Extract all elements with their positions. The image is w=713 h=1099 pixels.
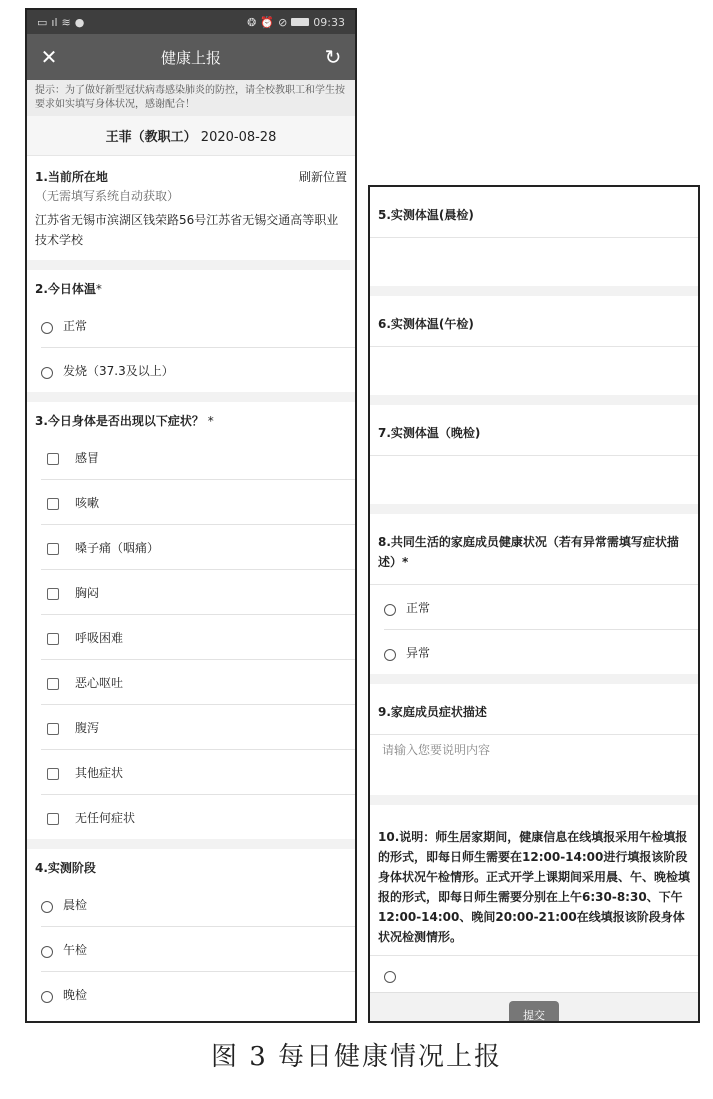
location-address: 江苏省无锡市滨湖区钱荣路56号江苏省无锡交通高等职业技术学校 <box>35 213 339 247</box>
radio-icon[interactable] <box>384 604 396 616</box>
option-label: 其他症状 <box>75 765 124 780</box>
checkbox-icon[interactable] <box>47 588 59 600</box>
user-line <box>27 116 355 156</box>
checkbox-icon[interactable] <box>47 543 59 555</box>
symptom-label: 3.今日身体是否出现以下症状？ <box>35 414 204 428</box>
phone-screen-right <box>368 185 700 1023</box>
wifi-icon: ≋ <box>61 15 71 29</box>
title-bar <box>27 34 355 80</box>
divider <box>370 674 698 684</box>
option-label: 正常 <box>63 318 88 333</box>
figure-caption: 图 3 每日健康情况上报 <box>210 1042 503 1072</box>
divider <box>27 839 355 849</box>
user-name: 王菲（教职工） <box>105 130 197 145</box>
option-label: 晚检 <box>63 987 88 1002</box>
close-icon[interactable]: ✕ <box>40 45 58 69</box>
nfc-icon: ❂ <box>247 15 257 29</box>
temperature-question <box>27 270 355 303</box>
option-label: 腹泻 <box>75 720 100 735</box>
temp-option-fever[interactable] <box>41 348 355 392</box>
alarm-icon: ⏰ <box>260 15 275 29</box>
temp-option-normal[interactable] <box>41 303 355 348</box>
radio-icon[interactable] <box>41 367 53 379</box>
symptom-option[interactable] <box>41 750 355 795</box>
option-label: 嗓子痛（咽痛） <box>75 540 160 555</box>
confirm-options <box>370 955 698 992</box>
checkbox-icon[interactable] <box>47 633 59 645</box>
option-label: 晨检 <box>63 897 88 912</box>
option-label: 异常 <box>406 645 431 660</box>
checkbox-icon[interactable] <box>47 678 59 690</box>
checkbox-icon[interactable] <box>47 813 59 825</box>
family-symptom-question: 9.家庭成员症状描述 <box>370 684 698 734</box>
family-health-question: 8.共同生活的家庭成员健康状况（若有异常需填写症状描述）* <box>370 514 698 584</box>
temperature-label: 2.今日体温 <box>35 282 96 296</box>
option-label: 咳嗽 <box>75 495 100 510</box>
evening-temp-input[interactable] <box>370 455 698 504</box>
divider <box>370 286 698 296</box>
page-title: 健康上报 <box>160 48 221 67</box>
submit-bar <box>370 992 698 1023</box>
option-label: 正常 <box>406 600 431 615</box>
symptom-option[interactable] <box>41 615 355 660</box>
checkbox-icon[interactable] <box>47 498 59 510</box>
checkbox-icon[interactable] <box>47 723 59 735</box>
status-bar <box>27 10 355 34</box>
noon-temp-question: 6.实测体温(午检) <box>370 296 698 346</box>
stage-option-noon[interactable] <box>41 927 355 972</box>
radio-icon[interactable] <box>41 946 53 958</box>
refresh-location-link[interactable]: 刷新位置 <box>298 170 347 184</box>
symptom-option[interactable] <box>41 480 355 525</box>
notice-text: 提示：为了做好新型冠状病毒感染肺炎的防控，请全校教职工和学生按要求如实填写身体状况，感谢配合！ <box>27 80 355 116</box>
radio-icon[interactable] <box>41 991 53 1003</box>
morning-temp-input[interactable] <box>370 237 698 286</box>
status-time: 09:33 <box>313 15 345 29</box>
family-option-abnormal[interactable] <box>384 630 698 674</box>
symptom-options <box>27 435 355 839</box>
temperature-options <box>27 303 355 392</box>
report-date: 2020-08-28 <box>200 130 277 145</box>
option-label: 无任何症状 <box>75 810 136 825</box>
symptom-option[interactable] <box>41 525 355 570</box>
confirm-option[interactable] <box>384 956 698 992</box>
signal-icon: ıl <box>51 15 58 29</box>
divider <box>370 504 698 514</box>
stage-option-evening[interactable] <box>41 972 355 1016</box>
divider <box>370 395 698 405</box>
symptom-option[interactable] <box>41 795 355 839</box>
mute-icon: ⊘ <box>278 15 288 29</box>
option-label: 发烧（37.3及以上） <box>63 363 174 378</box>
radio-icon[interactable] <box>384 649 396 661</box>
stage-options <box>27 882 355 1016</box>
symptom-option[interactable] <box>41 570 355 615</box>
option-label: 午检 <box>63 942 88 957</box>
evening-temp-question: 7.实测体温（晚检) <box>370 405 698 455</box>
divider <box>27 260 355 270</box>
family-option-normal[interactable] <box>384 585 698 630</box>
message-icon: ▭ <box>37 15 48 29</box>
noon-temp-input[interactable] <box>370 346 698 395</box>
location-hint: （无需填写系统自动获取） <box>35 189 180 203</box>
question-location <box>27 156 355 260</box>
option-label: 胸闷 <box>75 585 100 600</box>
phone-screen-left <box>25 8 357 1023</box>
notification-icon: ● <box>74 15 85 29</box>
location-label: 1.当前所在地 <box>35 170 108 184</box>
family-health-options <box>370 584 698 674</box>
symptom-option[interactable] <box>41 435 355 480</box>
stage-question: 4.实测阶段 <box>35 861 96 875</box>
option-label: 恶心呕吐 <box>75 675 124 690</box>
radio-icon[interactable] <box>384 971 396 983</box>
submit-button[interactable]: 提交 <box>509 1001 559 1023</box>
symptom-option[interactable] <box>41 660 355 705</box>
checkbox-icon[interactable] <box>47 768 59 780</box>
divider <box>370 795 698 805</box>
instructions-note: 10.说明：师生居家期间，健康信息在线填报采用午检填报的形式，即每日师生需要在12:00-14:00进行填报该阶段身体状况午检情形。正式开学上课期间采用晨、午、晚检填报的形式，即每日师生需要分别在上午6:30-8:30、下午12:00-14:00、晚间20:00-21:00在线填报该阶段身体状况检测情形。 <box>370 805 698 955</box>
stage-option-morning[interactable] <box>41 882 355 927</box>
divider <box>27 392 355 402</box>
morning-temp-question: 5.实测体温(晨检) <box>370 187 698 237</box>
option-label: 感冒 <box>75 450 100 465</box>
symptom-option[interactable] <box>41 705 355 750</box>
option-label: 呼吸困难 <box>75 630 124 645</box>
checkbox-icon[interactable] <box>47 453 59 465</box>
required-mark: * <box>203 414 214 428</box>
radio-icon[interactable] <box>41 901 53 913</box>
refresh-icon[interactable]: ↻ <box>324 45 342 69</box>
radio-icon[interactable] <box>41 322 53 334</box>
symptom-question <box>27 402 355 435</box>
battery-icon <box>291 18 309 26</box>
family-symptom-textarea[interactable]: 请输入您要说明内容 <box>370 734 698 795</box>
required-mark: * <box>95 282 102 296</box>
